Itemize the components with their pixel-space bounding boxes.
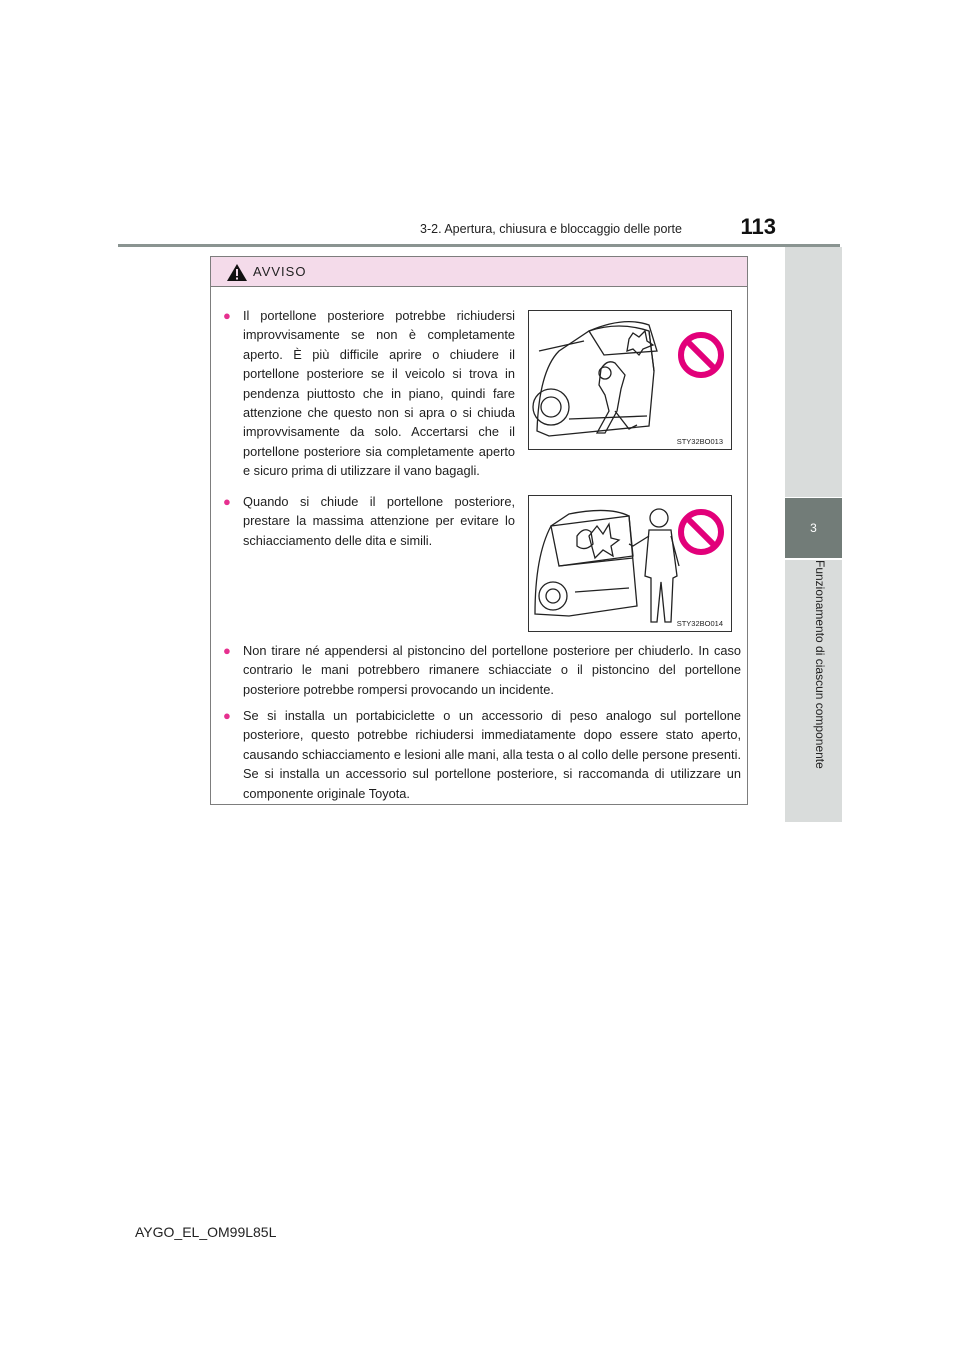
bullet-icon: ● — [223, 708, 231, 723]
warning-item-text: Quando si chiude il portellone posteriore, prestare la massima attenzione per evitare lo schiacciamento delle dita e simili. — [243, 494, 515, 548]
warning-item — [223, 641, 741, 699]
warning-box — [210, 256, 748, 805]
chapter-number-tab — [785, 498, 842, 558]
header-divider — [118, 244, 840, 247]
warning-header — [211, 257, 747, 287]
warning-item-text: Il portellone posteriore potrebbe richiudersi improvvisamente se non è completamente aperto. È più difficile aprire o chiudere il portellone posteriore se il veicolo si trova in pendenza piuttosto che in piano, quindi fare attenzione che questo non si apra o si chiuda improvvisamente da solo. Accertarsi che il portellone posteriore sia completamente aperto e sicuro prima di utilizzare il vano bagagli. — [243, 308, 515, 479]
warning-item — [223, 492, 515, 550]
section-title: 3-2. Apertura, chiusura e bloccaggio delle porte — [420, 222, 682, 236]
warning-item-text: Se si installa un portabiciclette o un accessorio di peso analogo sul portellone posteriore, questo potrebbe richiudersi immediatamente dopo essere stato aperto, causando schiacciamento e lesioni alle mani, alla testa o al collo delle persone presenti. Se si installa un accessorio sul portellone posteriore, si raccomanda di utilizzare un componente originale Toyota. — [243, 708, 741, 801]
illustration-tailgate-close — [528, 495, 732, 632]
page-number: 113 — [740, 214, 776, 239]
bullet-icon: ● — [223, 308, 231, 323]
illustration-code: STY32BO014 — [676, 619, 723, 628]
no-entry-icon — [677, 508, 725, 556]
side-tab-upper — [785, 247, 842, 497]
chapter-title: Funzionamento di ciascun componente — [813, 560, 827, 769]
illustration-code: STY32BO013 — [676, 437, 723, 446]
document-code: AYGO_EL_OM99L85L — [135, 1224, 277, 1240]
bullet-icon: ● — [223, 643, 231, 658]
warning-item — [223, 706, 741, 803]
no-entry-icon — [677, 331, 725, 379]
warning-title: AVVISO — [253, 264, 307, 279]
warning-item — [223, 306, 515, 481]
illustration-tailgate-open — [528, 310, 732, 450]
chapter-number: 3 — [810, 521, 817, 535]
warning-triangle-icon — [226, 263, 248, 282]
warning-item-text: Non tirare né appendersi al pistoncino del portellone posteriore per chiuderlo. In caso contrario le mani potrebbero rimanere schiacciate o il pistoncino del portellone posteriore potrebbe rompersi provocando un incidente. — [243, 643, 741, 697]
bullet-icon: ● — [223, 494, 231, 509]
